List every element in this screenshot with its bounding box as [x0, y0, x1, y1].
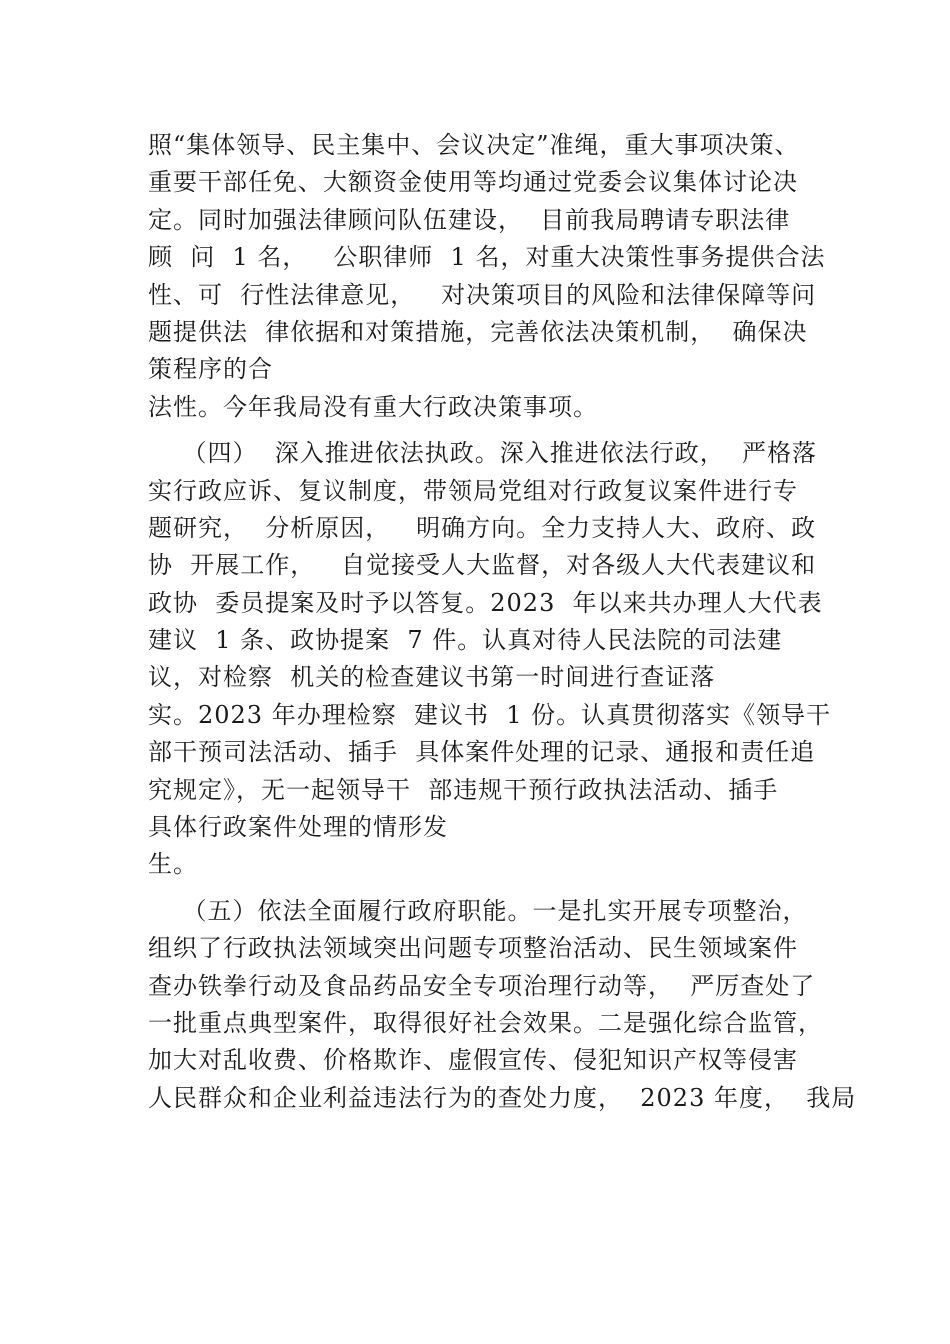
document-body — [148, 127, 857, 1117]
text-line: 性、可 行性法律意见， 对决策项目的风险和法律保障等问 — [148, 280, 817, 309]
text-line: 建议 1 条、政协提案 7 件。认真对待人民法院的司法建 — [148, 626, 783, 655]
text-line: 人民群众和企业利益违法行为的查处力度， 2023 年度， 我局 — [148, 1083, 857, 1112]
text-line: 顾 问 1 名， 公职律师 1 名，对重大决策性事务提供合法 — [148, 243, 826, 272]
text-line: 组织了行政执法领域突出问题专项整治活动、民生领域案件 — [148, 934, 798, 963]
text-line: 定。同时加强法律顾问队伍建设， 目前我局聘请专职法律 — [148, 205, 791, 234]
text-line: 议，对检察 机关的检查建议书第一时间进行查证落 — [148, 663, 716, 692]
text-line: 加大对乱收费、价格欺诈、虚假宣传、侵犯知识产权等侵害 — [148, 1046, 798, 1075]
text-line: 策程序的合 — [148, 355, 273, 384]
text-line: 法性。今年我局没有重大行政决策事项。 — [148, 392, 598, 421]
paragraph-1 — [148, 127, 826, 426]
text-line: （四） 深入推进依法执政。深入推进依法行政， 严格落 — [148, 439, 818, 468]
text-line: 题研究， 分析原因， 明确方向。全力支持人大、政府、政 — [148, 513, 817, 542]
text-line: （五）依法全面履行政府职能。一是扎实开展专项整治， — [148, 896, 808, 925]
text-line: 一批重点典型案件，取得很好社会效果。二是强化综合监管， — [148, 1008, 823, 1037]
text-line: 具体行政案件处理的情形发 — [148, 813, 448, 842]
text-line: 部干预司法活动、插手 具体案件处理的记录、通报和责任追 — [148, 738, 816, 767]
text-line: 照“集体领导、民主集中、会议决定”准绳，重大事项决策、 — [148, 131, 800, 159]
text-line: 实行政应诉、复议制度，带领局党组对行政复议案件进行专 — [148, 476, 798, 505]
text-line: 政协 委员提案及时予以答复。2023 年以来共办理人大代表 — [148, 588, 823, 617]
text-line: 题提供法 律依据和对策措施，完善依法决策机制， 确保决 — [148, 317, 808, 346]
paragraph-3 — [148, 893, 857, 1117]
text-line: 究规定》，无一起领导干 部违规干预行政执法活动、插手 — [148, 775, 779, 804]
text-line: 查办铁拳行动及食品药品安全专项治理行动等， 严厉查处了 — [148, 971, 816, 1000]
paragraph-2 — [148, 435, 832, 884]
text-line: 重要干部任免、大额资金使用等均通过党委会议集体讨论决 — [148, 168, 798, 197]
paragraph-spacer — [148, 426, 814, 435]
paragraph-spacer — [148, 884, 814, 893]
text-line: 实。2023 年办理检察 建议书 1 份。认真贯彻落实《领导干 — [148, 700, 832, 729]
text-line: 生。 — [148, 850, 198, 879]
text-line: 协 开展工作， 自觉接受人大监督，对各级人大代表建议和 — [148, 551, 817, 580]
